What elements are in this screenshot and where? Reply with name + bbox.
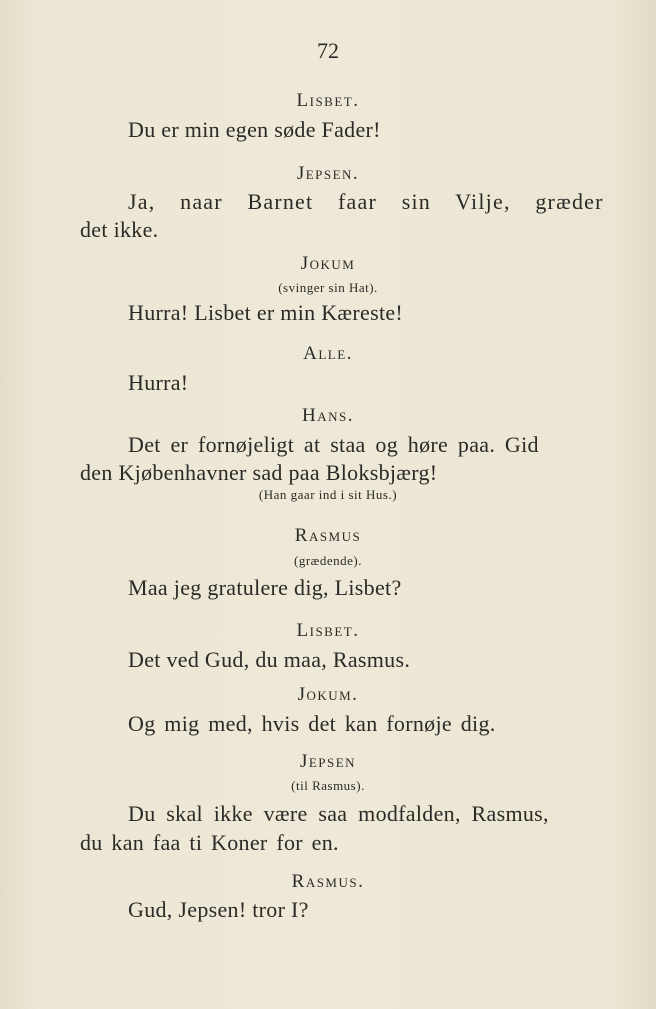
speaker-name: Jepsen. xyxy=(296,163,360,184)
stage-direction: (Han gaar ind i sit Hus.) xyxy=(258,487,398,502)
page-number: 72 xyxy=(317,38,339,63)
dialogue-line: Hurra! xyxy=(128,370,189,395)
speaker-name: Jokum. xyxy=(297,684,359,705)
dialogue-line: den Kjøbenhavner sad paa Bloksbjærg! xyxy=(80,460,438,485)
dialogue-line-justified xyxy=(128,801,580,827)
stage-direction: (svinger sin Hat). xyxy=(278,280,378,295)
speaker-name: Lisbet. xyxy=(296,620,360,641)
dialogue-line-justified xyxy=(128,189,604,215)
dialogue-line: Gud, Jepsen! tror I? xyxy=(128,897,309,922)
speaker-name: Alle. xyxy=(303,343,353,364)
dialogue-line: Ja, naar Barnet faar sin Vilje, græder xyxy=(128,189,604,214)
dialogue-line: Du skal ikke være saa modfalden, Rasmus, xyxy=(128,801,549,826)
speaker-name: Rasmus. xyxy=(291,871,365,892)
dialogue-line: Hurra! Lisbet er min Kæreste! xyxy=(128,300,404,325)
speaker-name: Jepsen xyxy=(299,751,357,772)
stage-direction: (til Rasmus). xyxy=(291,778,365,793)
dialogue-line: Maa jeg gratulere dig, Lisbet? xyxy=(128,575,402,600)
dialogue-line: det ikke. xyxy=(80,217,159,242)
dialogue-line: Det ved Gud, du maa, Rasmus. xyxy=(128,647,411,672)
dialogue-line: Du er min egen søde Fader! xyxy=(128,117,381,142)
speaker-name: Jokum xyxy=(300,253,356,274)
speaker-name: Lisbet. xyxy=(296,90,360,111)
dialogue-line: Og mig med, hvis det kan fornøje dig. xyxy=(128,711,496,736)
stage-direction: (grædende). xyxy=(294,553,362,568)
dialogue-line: Det er fornøjeligt at staa og høre paa. Gid xyxy=(128,432,539,457)
speaker-name: Hans. xyxy=(302,405,354,426)
speaker-name: Rasmus xyxy=(294,525,362,546)
dialogue-line: du kan faa ti Koner for en. xyxy=(80,830,339,855)
